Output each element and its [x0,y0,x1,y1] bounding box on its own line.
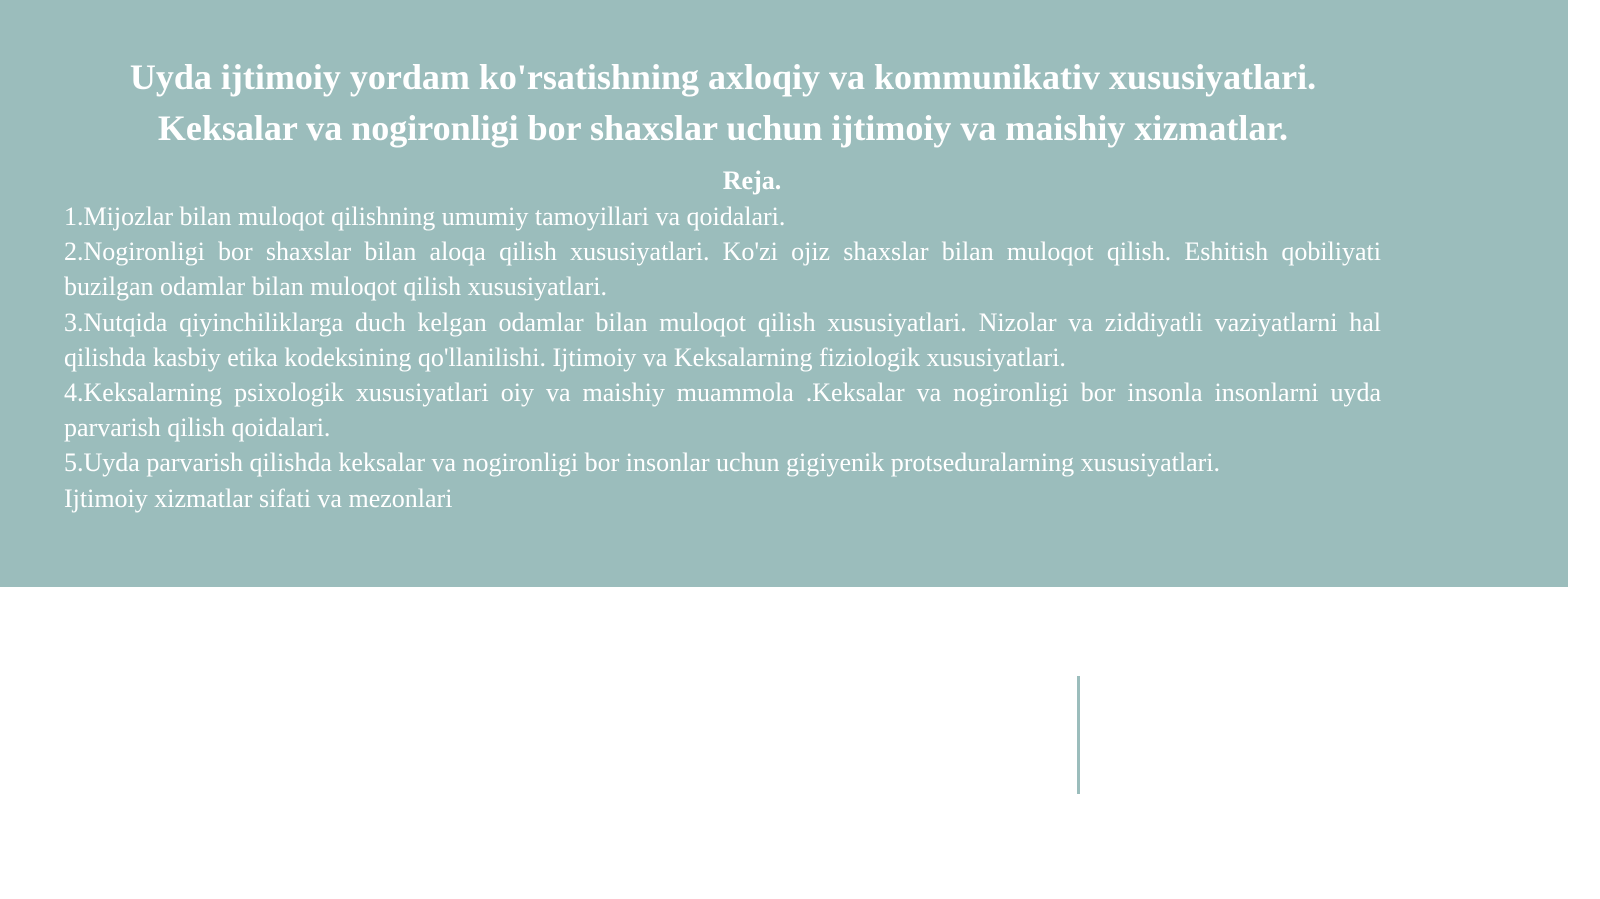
plan-item-5: 5.Uyda parvarish qilishda keksalar va nogironligi bor insonlar uchun gigiyenik protseduralarning xususiyatlari. [64,448,1221,478]
slide-title [64,52,1382,154]
plan-list [64,199,1381,516]
plan-heading: Reja. [722,166,782,195]
plan-item-2: 2.Nogironligi bor shaxslar bilan aloqa qilish xususiyatlari. Ko'zi ojiz shaxslar bilan muloqot qilish. Eshitish qobiliyati buzilgan odamlar bilan muloqot qilish xususiyatlari. [64,237,1381,302]
accent-divider-line [1077,676,1080,794]
plan-item-4: 4.Keksalarning psixologik xususiyatlari oiy va maishiy muammola .Keksalar va nogironligi bor insonla insonlarni uyda parvarish qilish qoidalari. [64,378,1381,443]
title-line-2: Keksalar va nogironligi bor shaxslar uchun ijtimoiy va maishiy xizmatlar. [157,108,1289,148]
plan-item-3: 3.Nutqida qiyinchiliklarga duch kelgan odamlar bilan muloqot qilish xususiyatlari. Nizolar va ziddiyatli vaziyatlarni hal qilishda kasbiy etika kodeksining qo'llanilishi. Ijtimoiy va Keksalarning fiziologik xususiyatlari. [64,307,1381,372]
plan-item-6: Ijtimoiy xizmatlar sifati va mezonlari [64,483,453,513]
title-line-1: Uyda ijtimoiy yordam ko'rsatishning axloqiy va kommunikativ xususiyatlari. [129,57,1317,97]
plan-item-1: 1.Mijozlar bilan muloqot qilishning umumiy tamoyillari va qoidalari. [64,202,786,231]
